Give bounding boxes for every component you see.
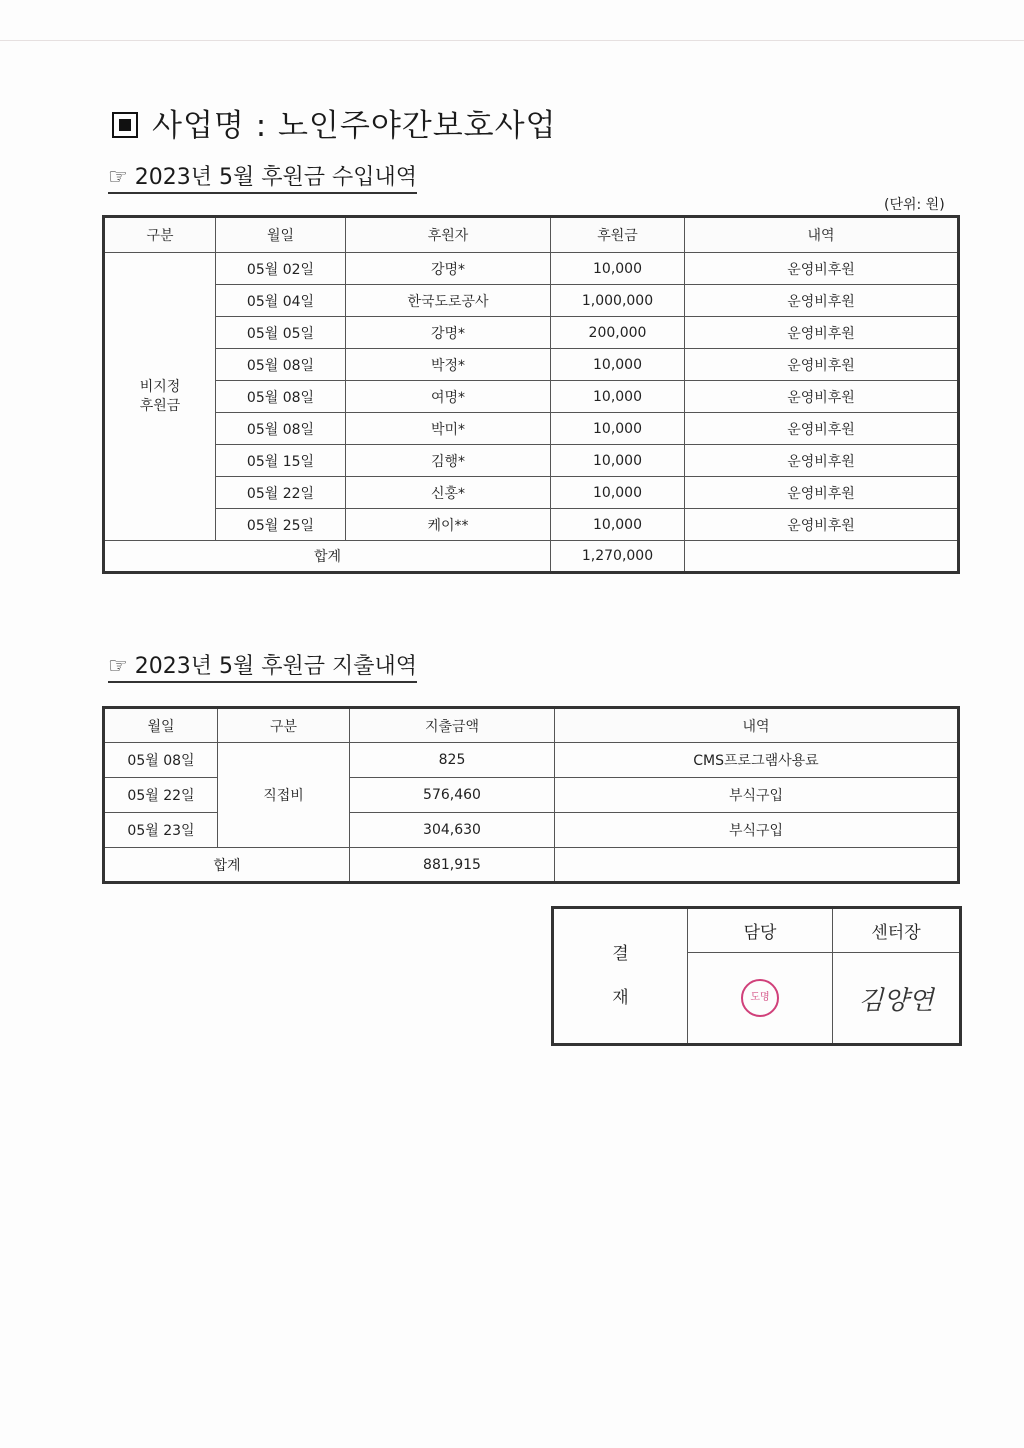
income-amount-cell: 10,000 [551,349,685,381]
income-desc-cell: 운영비후원 [685,413,959,445]
table-row [104,509,959,541]
expense-desc-cell: 부식구입 [555,778,959,813]
income-desc-cell: 운영비후원 [685,285,959,317]
expense-total-label: 합계 [104,848,350,883]
income-amount-cell: 10,000 [551,445,685,477]
table-row [104,381,959,413]
unit-label: (단위: 원) [884,197,945,213]
table-row [104,743,959,778]
income-donor-cell: 박미* [346,413,551,445]
income-desc-cell: 운영비후원 [685,509,959,541]
expense-header-cell: 월일 [104,708,218,743]
income-amount-cell: 10,000 [551,381,685,413]
income-donor-cell: 케이** [346,509,551,541]
income-amount-cell: 10,000 [551,477,685,509]
expense-desc-cell: CMS프로그램사용료 [555,743,959,778]
income-donor-cell: 김행* [346,445,551,477]
income-donor-cell: 박정* [346,349,551,381]
expense-total-row [104,848,959,883]
income-header-row [104,217,959,253]
income-total-empty [685,541,959,573]
income-desc-cell: 운영비후원 [685,349,959,381]
income-date-cell: 05월 08일 [216,381,346,413]
table-row [104,285,959,317]
seal-stamp: 도명 [741,979,779,1017]
income-header-cell: 후원금 [551,217,685,253]
income-date-cell: 05월 08일 [216,349,346,381]
expense-date-cell: 05월 22일 [104,778,218,813]
income-amount-cell: 10,000 [551,253,685,285]
income-total-label: 합계 [104,541,551,573]
income-amount-cell: 200,000 [551,317,685,349]
income-donor-cell: 한국도로공사 [346,285,551,317]
expense-date-cell: 05월 08일 [104,743,218,778]
expense-header-cell: 지출금액 [350,708,555,743]
income-donor-cell: 여명* [346,381,551,413]
expense-header-cell: 구분 [218,708,350,743]
square-bullet-icon [112,112,138,138]
expense-amount-cell: 304,630 [350,813,555,848]
approval-label-top: 결 [612,944,629,964]
approval-col-director: 센터장 [833,908,961,953]
income-desc-cell: 운영비후원 [685,477,959,509]
table-row [104,477,959,509]
income-desc-cell: 운영비후원 [685,445,959,477]
expense-total-amount: 881,915 [350,848,555,883]
income-total-row [104,541,959,573]
income-desc-cell: 운영비후원 [685,253,959,285]
income-header-cell: 월일 [216,217,346,253]
table-row [104,349,959,381]
table-row [104,253,959,285]
income-date-cell: 05월 15일 [216,445,346,477]
income-donor-cell: 강명* [346,317,551,349]
income-table [102,215,960,574]
approval-box [551,906,962,1046]
handwritten-signature: 김양연 [858,985,934,1016]
income-date-cell: 05월 05일 [216,317,346,349]
expense-desc-cell: 부식구입 [555,813,959,848]
expense-amount-cell: 825 [350,743,555,778]
income-total-amount: 1,270,000 [551,541,685,573]
income-date-cell: 05월 02일 [216,253,346,285]
page-top-line [0,40,1024,41]
income-donor-cell: 강명* [346,253,551,285]
income-donor-cell: 신홍* [346,477,551,509]
income-date-cell: 05월 25일 [216,509,346,541]
expense-date-cell: 05월 23일 [104,813,218,848]
expense-header-row [104,708,959,743]
income-header-cell: 후원자 [346,217,551,253]
expense-category-cell: 직접비 [218,743,350,848]
approval-col-manager: 담당 [688,908,833,953]
approval-header-row [553,908,961,953]
income-header-cell: 내역 [685,217,959,253]
income-amount-cell: 10,000 [551,509,685,541]
expense-table [102,706,960,884]
expense-header-cell: 내역 [555,708,959,743]
table-row [104,413,959,445]
income-heading: ☞ 2023년 5월 후원금 수입내역 [108,160,417,194]
income-desc-cell: 운영비후원 [685,381,959,413]
income-header-cell: 구분 [104,217,216,253]
page-title [112,100,557,145]
expense-total-empty [555,848,959,883]
income-date-cell: 05월 22일 [216,477,346,509]
expense-heading: ☞ 2023년 5월 후원금 지출내역 [108,649,417,683]
approval-label-cell [553,908,688,1045]
table-row [104,445,959,477]
manager-stamp-cell [688,953,833,1045]
income-amount-cell: 1,000,000 [551,285,685,317]
income-date-cell: 05월 04일 [216,285,346,317]
income-desc-cell: 운영비후원 [685,317,959,349]
approval-label-bottom: 재 [612,988,629,1008]
income-date-cell: 05월 08일 [216,413,346,445]
income-category-cell: 비지정 후원금 [104,253,216,541]
director-sign-cell [833,953,961,1045]
project-name: 사업명 : 노인주야간보호사업 [152,108,557,144]
income-amount-cell: 10,000 [551,413,685,445]
table-row [104,317,959,349]
expense-amount-cell: 576,460 [350,778,555,813]
